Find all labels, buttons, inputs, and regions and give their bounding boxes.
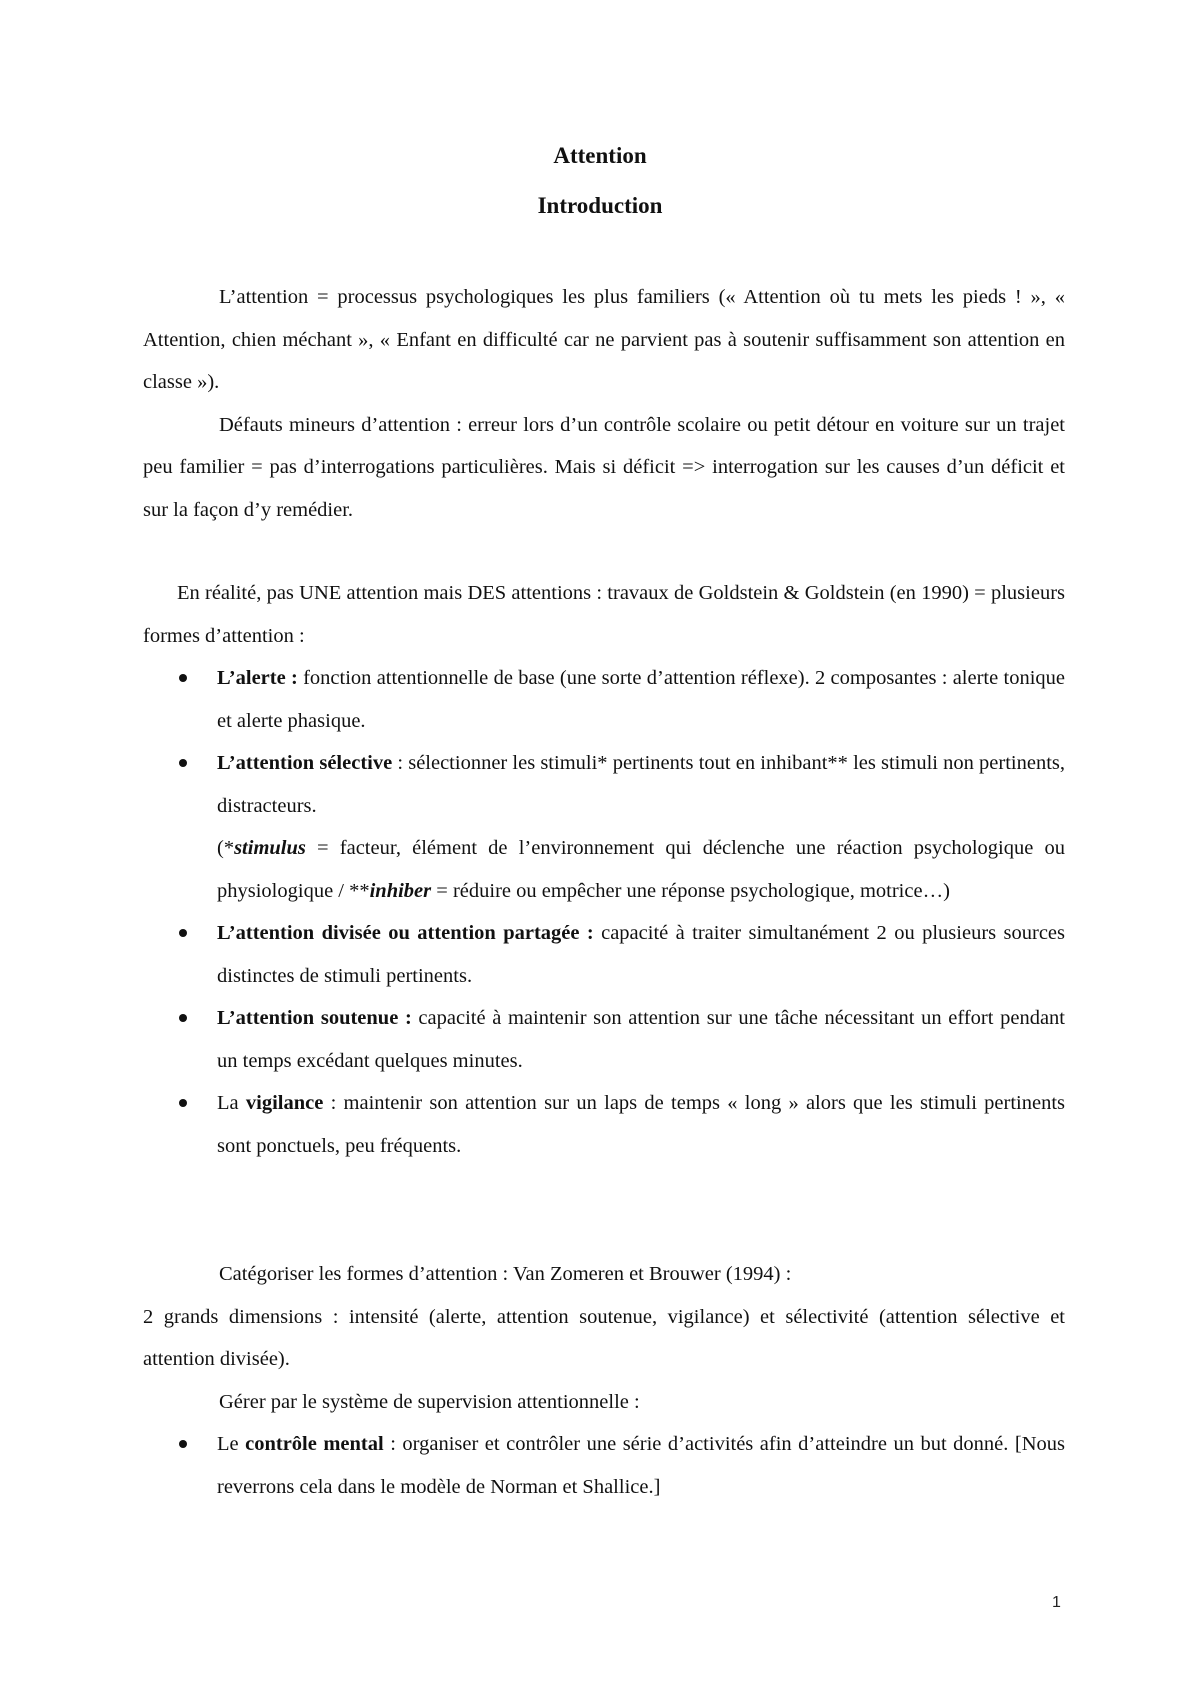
bullet-icon <box>179 1440 187 1448</box>
item-term: L’alerte : <box>217 667 298 689</box>
categorize-section <box>143 1253 1065 1508</box>
note-open: (* <box>217 837 235 859</box>
intro-paragraph-1: L’attention = processus psychologiques les plus familiers (« Attention où tu mets les pieds ! », « Attention, chien méchant », « Enfant en difficulté car ne parvient pas à soutenir suffisamment son attention en classe »). <box>143 286 1065 393</box>
section-title: Introduction <box>537 193 663 218</box>
forms-section <box>143 572 1065 1167</box>
item-text: capacité à traiter simultanément 2 ou plusieurs sources distinctes de stimuli pertinents. <box>217 922 1065 987</box>
forms-lead-paragraph: En réalité, pas UNE attention mais DES attentions : travaux de Goldstein & Goldstein (en 1990) = plusieurs formes d’attention : <box>143 582 1065 647</box>
categorize-lead-paragraph: Catégoriser les formes d’attention : Van Zomeren et Brouwer (1994) : <box>219 1263 792 1285</box>
list-item <box>143 997 1065 1082</box>
note-term-stimulus: stimulus <box>234 837 306 859</box>
intro-paragraph-2: Défauts mineurs d’attention : erreur lors d’un contrôle scolaire ou petit détour en voiture sur un trajet peu familier = pas d’interrogations particulières. Mais si déficit => interrogation sur les causes d’un déficit et sur la façon d’y remédier. <box>143 413 1065 521</box>
note-term-inhiber: inhiber <box>369 879 432 902</box>
bullet-icon <box>179 674 187 682</box>
item-text: : maintenir son attention sur un laps de temps « long » alors que les stimuli pertinents sont ponctuels, peu fréquents. <box>217 1092 1065 1157</box>
note-text-2: = réduire ou empêcher une réponse psychologique, motrice…) <box>431 879 950 902</box>
item-term: L’attention soutenue : <box>217 1007 412 1029</box>
bullet-icon <box>179 929 187 937</box>
item-text: : sélectionner les stimuli* pertinents tout en inhibant** les stimuli non pertinents, distracteurs. <box>217 752 1065 817</box>
item-term: vigilance <box>245 1092 324 1114</box>
item-prefix: Le <box>217 1433 246 1455</box>
list-item <box>143 912 1065 997</box>
list-item <box>143 742 1065 827</box>
list-item <box>143 657 1065 742</box>
attention-forms-list-continued <box>143 912 1065 1167</box>
item-term: L’attention sélective <box>217 752 393 774</box>
item-text: fonction attentionnelle de base (une sorte d’attention réflexe). 2 composantes : alerte tonique et alerte phasique. <box>217 667 1066 732</box>
note-text-1: = facteur, élément de l’environnement qui déclenche une réaction psychologique ou physiologique / ** <box>217 837 1065 902</box>
item-text: : organiser et contrôler une série d’activités afin d’atteindre un but donné. [Nous reverrons cela dans le modèle de Norman et Shallice.] <box>217 1433 1065 1498</box>
list-item <box>143 1082 1065 1167</box>
page-title: Attention <box>553 143 647 168</box>
item-prefix: La <box>217 1092 246 1114</box>
item-term: contrôle mental <box>245 1433 384 1455</box>
dimensions-paragraph: 2 grands dimensions : intensité (alerte, attention soutenue, vigilance) et sélectivité (attention sélective et attention divisée). <box>143 1305 1065 1370</box>
page-number: 1 <box>1052 1594 1061 1611</box>
bullet-icon <box>179 759 187 767</box>
bullet-icon <box>179 1014 187 1022</box>
item-term: L’attention divisée ou attention partagée : <box>217 922 594 944</box>
supervision-paragraph: Gérer par le système de supervision attentionnelle : <box>219 1390 640 1413</box>
definition-note <box>143 827 1065 912</box>
bullet-icon <box>179 1099 187 1107</box>
supervision-list <box>143 1423 1065 1508</box>
intro-section <box>143 276 1065 531</box>
list-item <box>143 1423 1065 1508</box>
attention-forms-list <box>143 657 1065 827</box>
item-text: capacité à maintenir son attention sur une tâche nécessitant un effort pendant un temps excédant quelques minutes. <box>217 1007 1065 1072</box>
